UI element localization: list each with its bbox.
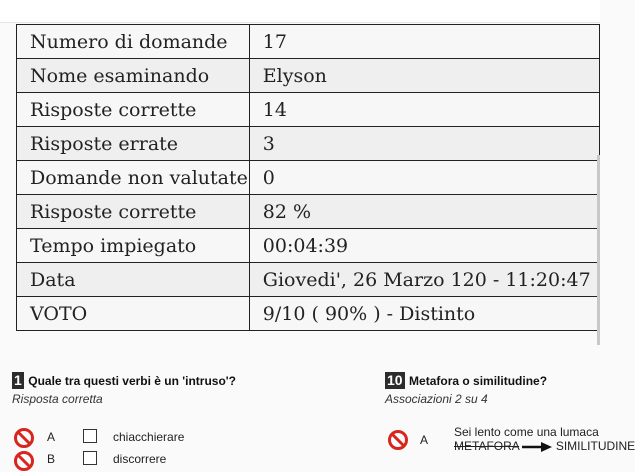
row-value: 3 <box>249 127 599 161</box>
question-subtitle: Risposta corretta <box>12 392 103 406</box>
association-item <box>454 425 635 453</box>
row-value: 14 <box>249 93 599 127</box>
row-label: Tempo impiegato <box>17 229 250 263</box>
association-target: SIMILITUDINE <box>555 439 635 453</box>
no-entry-icon <box>13 450 35 472</box>
row-value: Giovedi', 26 Marzo 120 - 11:20:47 <box>249 263 599 297</box>
row-label: Risposte corrette <box>17 195 250 229</box>
right-arrow-icon <box>522 442 552 452</box>
row-value: 00:04:39 <box>249 229 599 263</box>
row-label: Domande non valutate <box>17 161 250 195</box>
table-row <box>17 25 600 59</box>
table-row <box>17 195 600 229</box>
row-label: Risposte corrette <box>17 93 250 127</box>
question-number-badge: 10 <box>387 372 403 389</box>
association-sentence: Sei lento come una lumaca <box>454 425 599 439</box>
question-1-header <box>12 372 236 406</box>
table-row <box>17 161 600 195</box>
association-pair <box>454 439 635 453</box>
row-value: Elyson <box>249 59 599 93</box>
option-checkbox[interactable] <box>83 451 97 465</box>
table-row <box>17 263 600 297</box>
no-entry-icon <box>387 429 409 451</box>
question-title: Metafora o similitudine? <box>409 373 548 388</box>
table-row <box>17 229 600 263</box>
scrollbar[interactable] <box>597 155 600 345</box>
question-title: Quale tra questi verbi è un 'intruso'? <box>28 373 236 388</box>
table-row <box>17 59 600 93</box>
row-value: 0 <box>249 161 599 195</box>
question-subtitle: Associazioni 2 su 4 <box>385 392 488 406</box>
option-text: chiacchierare <box>113 430 185 444</box>
table-row <box>17 93 600 127</box>
option-checkbox[interactable] <box>83 429 97 443</box>
top-bar <box>0 0 600 23</box>
table-row <box>17 127 600 161</box>
question-number-badge: 1 <box>14 372 22 389</box>
option-letter: B <box>47 452 56 466</box>
row-value: 82 % <box>249 195 599 229</box>
no-entry-icon <box>13 427 35 449</box>
row-label: Numero di domande <box>17 25 250 59</box>
table-row <box>17 297 600 331</box>
results-table <box>16 24 600 331</box>
option-letter: A <box>420 433 429 447</box>
option-text: discorrere <box>113 452 167 466</box>
option-letter: A <box>47 430 56 444</box>
row-label: Risposte errate <box>17 127 250 161</box>
row-value: 9/10 ( 90% ) - Distinto <box>249 297 599 331</box>
association-wrong-choice: METAFORA <box>454 439 520 453</box>
question-10-header <box>385 372 547 406</box>
row-value: 17 <box>249 25 599 59</box>
row-label: Data <box>17 263 250 297</box>
row-label: Nome esaminando <box>17 59 250 93</box>
row-label: VOTO <box>17 297 250 331</box>
